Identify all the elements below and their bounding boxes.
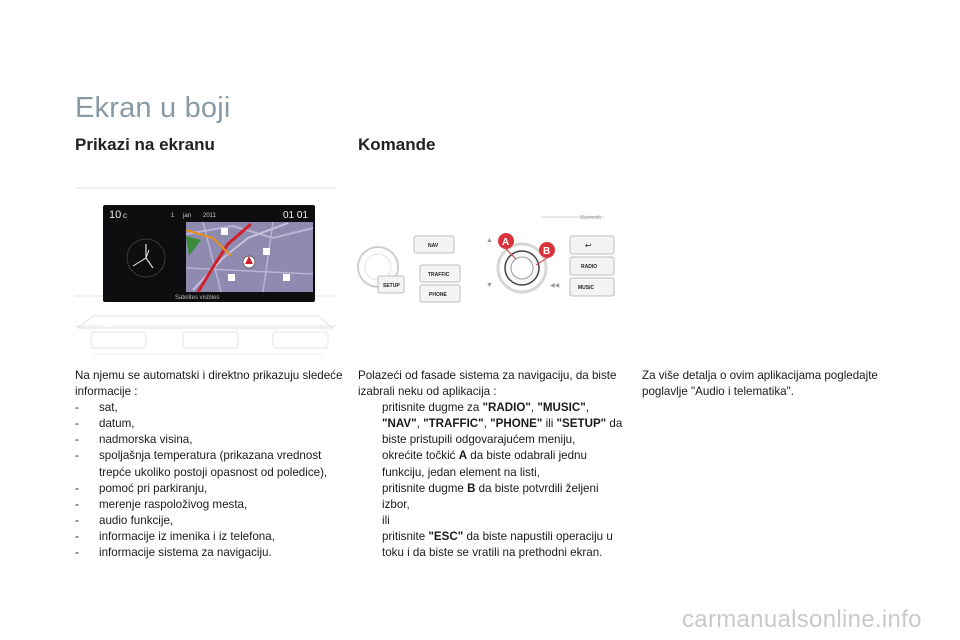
svg-text:▼: ▼: [486, 282, 493, 289]
list-item: - pomoć pri parkiranju,: [75, 481, 208, 495]
bullet-icon: [358, 529, 382, 561]
setup-button-label: SETUP: [383, 283, 400, 289]
callout-b: B: [543, 246, 551, 257]
list-item: - datum,: [75, 417, 135, 431]
or-text: ili: [382, 513, 390, 527]
temperature-unit: c: [123, 211, 127, 220]
traffic-button-label: TRAFFIC: [428, 272, 450, 278]
section-heading-controls: Komande: [358, 135, 436, 154]
control-panel-illustration: [356, 205, 624, 310]
list-item: pritisnite dugme B da biste potvrdili željeni izbor, ili: [358, 481, 623, 529]
svg-text:◀◀: ◀◀: [550, 283, 560, 289]
list-item: - nadmorska visina,: [75, 433, 193, 447]
bullet-icon: [358, 400, 382, 448]
bluetooth-label: Bluetooth: [580, 215, 602, 221]
date-day: 1: [171, 213, 175, 219]
clock-readout: 01 01: [283, 210, 309, 221]
displays-intro: Na njemu se automatski i direktno prikazuju sledeće informacije :: [75, 369, 343, 399]
svg-text:↩: ↩: [585, 241, 592, 250]
section-heading-displays: Prikazi na ekranu: [75, 135, 215, 154]
list-item: okrećite točkić A da biste odabrali jednu funkciju, jedan element na listi,: [358, 448, 623, 480]
list-item: - merenje raspoloživog mesta,: [75, 497, 248, 511]
list-item: - spoljašnja temperatura (prikazana vrednost trepće ukoliko postoji opasnost od poledice),: [75, 449, 328, 479]
satellites-label: Satelites visibles: [175, 295, 220, 301]
list-item: pritisnite dugme za "RADIO", "MUSIC", "NAV", "TRAFFIC", "PHONE" ili "SETUP" da biste pristupili odgovarajućem meniju,: [358, 400, 623, 448]
list-item: - audio funkcije,: [75, 513, 174, 527]
svg-text:▲: ▲: [486, 237, 493, 244]
date-year: 2011: [203, 213, 216, 219]
radio-button-label: RADIO: [581, 264, 598, 270]
more-info-note: Za više detalja o ovim aplikacijama pogledajte poglavlje "Audio i telematika".: [642, 369, 878, 399]
page-title: Ekran u boji: [75, 92, 231, 124]
screen-bottom-strip: [73, 318, 338, 358]
temperature-readout: 10: [109, 209, 122, 221]
screen-illustration: [73, 178, 338, 333]
list-item: - sat,: [75, 401, 118, 415]
bullet-icon: [358, 448, 382, 480]
nav-button-label: NAV: [428, 243, 439, 249]
controls-description: [358, 368, 623, 561]
watermark: carmanualsonline.info: [682, 606, 922, 633]
bullet-icon: [358, 481, 382, 529]
date-month: jan: [183, 213, 192, 219]
list-item: - informacije sistema za navigaciju.: [75, 546, 272, 560]
list-item: - informacije iz imenika i iz telefona,: [75, 529, 275, 543]
list-item: pritisnite "ESC" da biste napustili operaciju u toku i da biste se vratili na prethodni ekran.: [358, 529, 623, 561]
phone-button-label: PHONE: [429, 292, 447, 298]
callout-a: A: [502, 237, 510, 248]
displays-description: [75, 368, 350, 561]
music-button-label: MUSIC: [578, 285, 595, 291]
controls-intro: Polazeći od fasade sistema za navigaciju, da biste izabrali neku od aplikacija :: [358, 369, 617, 399]
